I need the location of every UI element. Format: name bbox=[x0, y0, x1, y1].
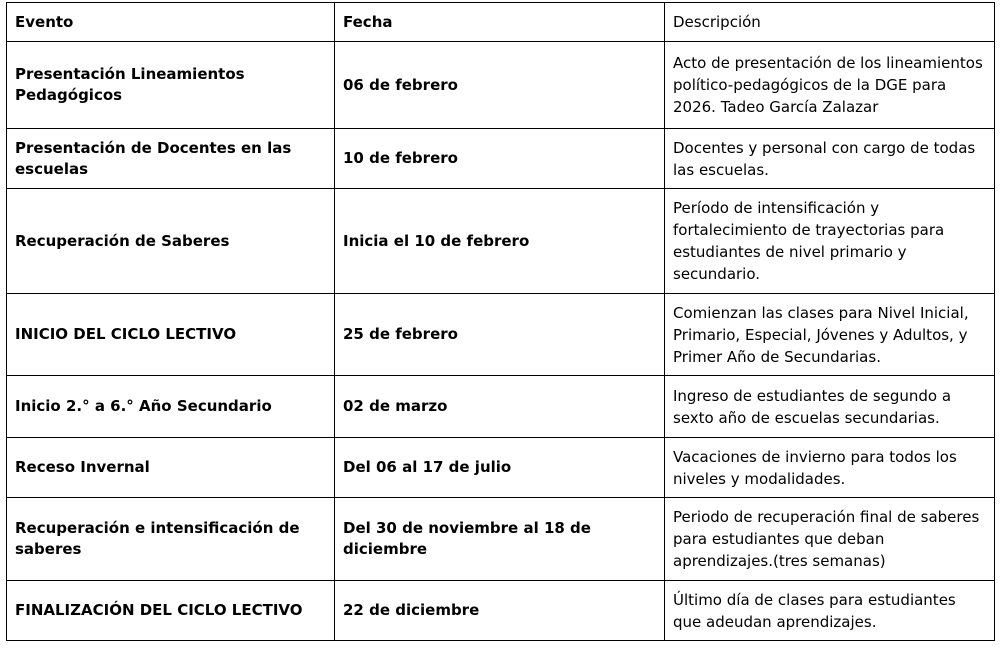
cell-descripcion: Comienzan las clases para Nivel Inicial, Primario, Especial, Jóvenes y Adultos, y Primer Año de Secundarias. bbox=[665, 294, 995, 376]
cell-descripcion: Último día de clases para estudiantes que adeudan aprendizajes. bbox=[665, 581, 995, 641]
cell-fecha: 25 de febrero bbox=[335, 294, 665, 376]
table-row bbox=[7, 581, 995, 641]
cell-evento: Recuperación de Saberes bbox=[7, 189, 335, 294]
cell-evento: Presentación Lineamientos Pedagógicos bbox=[7, 42, 335, 129]
table-row bbox=[7, 498, 995, 581]
cell-evento: Receso Invernal bbox=[7, 438, 335, 498]
cell-fecha: 22 de diciembre bbox=[335, 581, 665, 641]
cell-descripcion: Docentes y personal con cargo de todas las escuelas. bbox=[665, 129, 995, 189]
cell-descripcion: Periodo de recuperación final de saberes para estudiantes que deban aprendizajes.(tres semanas) bbox=[665, 498, 995, 581]
cell-fecha: 06 de febrero bbox=[335, 42, 665, 129]
table-header-row bbox=[7, 3, 995, 42]
header-evento: Evento bbox=[7, 3, 335, 42]
table-row bbox=[7, 189, 995, 294]
cell-descripcion: Vacaciones de invierno para todos los niveles y modalidades. bbox=[665, 438, 995, 498]
cell-descripcion: Acto de presentación de los lineamientos político-pedagógicos de la DGE para 2026. Tadeo García Zalazar bbox=[665, 42, 995, 129]
table-row bbox=[7, 438, 995, 498]
cell-fecha: Del 30 de noviembre al 18 de diciembre bbox=[335, 498, 665, 581]
table-row bbox=[7, 42, 995, 129]
cell-fecha: 10 de febrero bbox=[335, 129, 665, 189]
cell-evento: FINALIZACIÓN DEL CICLO LECTIVO bbox=[7, 581, 335, 641]
cell-descripcion: Ingreso de estudiantes de segundo a sexto año de escuelas secundarias. bbox=[665, 376, 995, 438]
cell-fecha: 02 de marzo bbox=[335, 376, 665, 438]
cell-evento: Presentación de Docentes en las escuelas bbox=[7, 129, 335, 189]
header-fecha: Fecha bbox=[335, 3, 665, 42]
cell-fecha: Inicia el 10 de febrero bbox=[335, 189, 665, 294]
cell-evento: Recuperación e intensificación de saberes bbox=[7, 498, 335, 581]
cell-evento: INICIO DEL CICLO LECTIVO bbox=[7, 294, 335, 376]
cell-descripcion: Período de intensificación y fortalecimiento de trayectorias para estudiantes de nivel primario y secundario. bbox=[665, 189, 995, 294]
table-row bbox=[7, 376, 995, 438]
cell-evento: Inicio 2.° a 6.° Año Secundario bbox=[7, 376, 335, 438]
events-table bbox=[6, 2, 995, 641]
header-descripcion: Descripción bbox=[665, 3, 995, 42]
cell-fecha: Del 06 al 17 de julio bbox=[335, 438, 665, 498]
table-row bbox=[7, 129, 995, 189]
table-row bbox=[7, 294, 995, 376]
